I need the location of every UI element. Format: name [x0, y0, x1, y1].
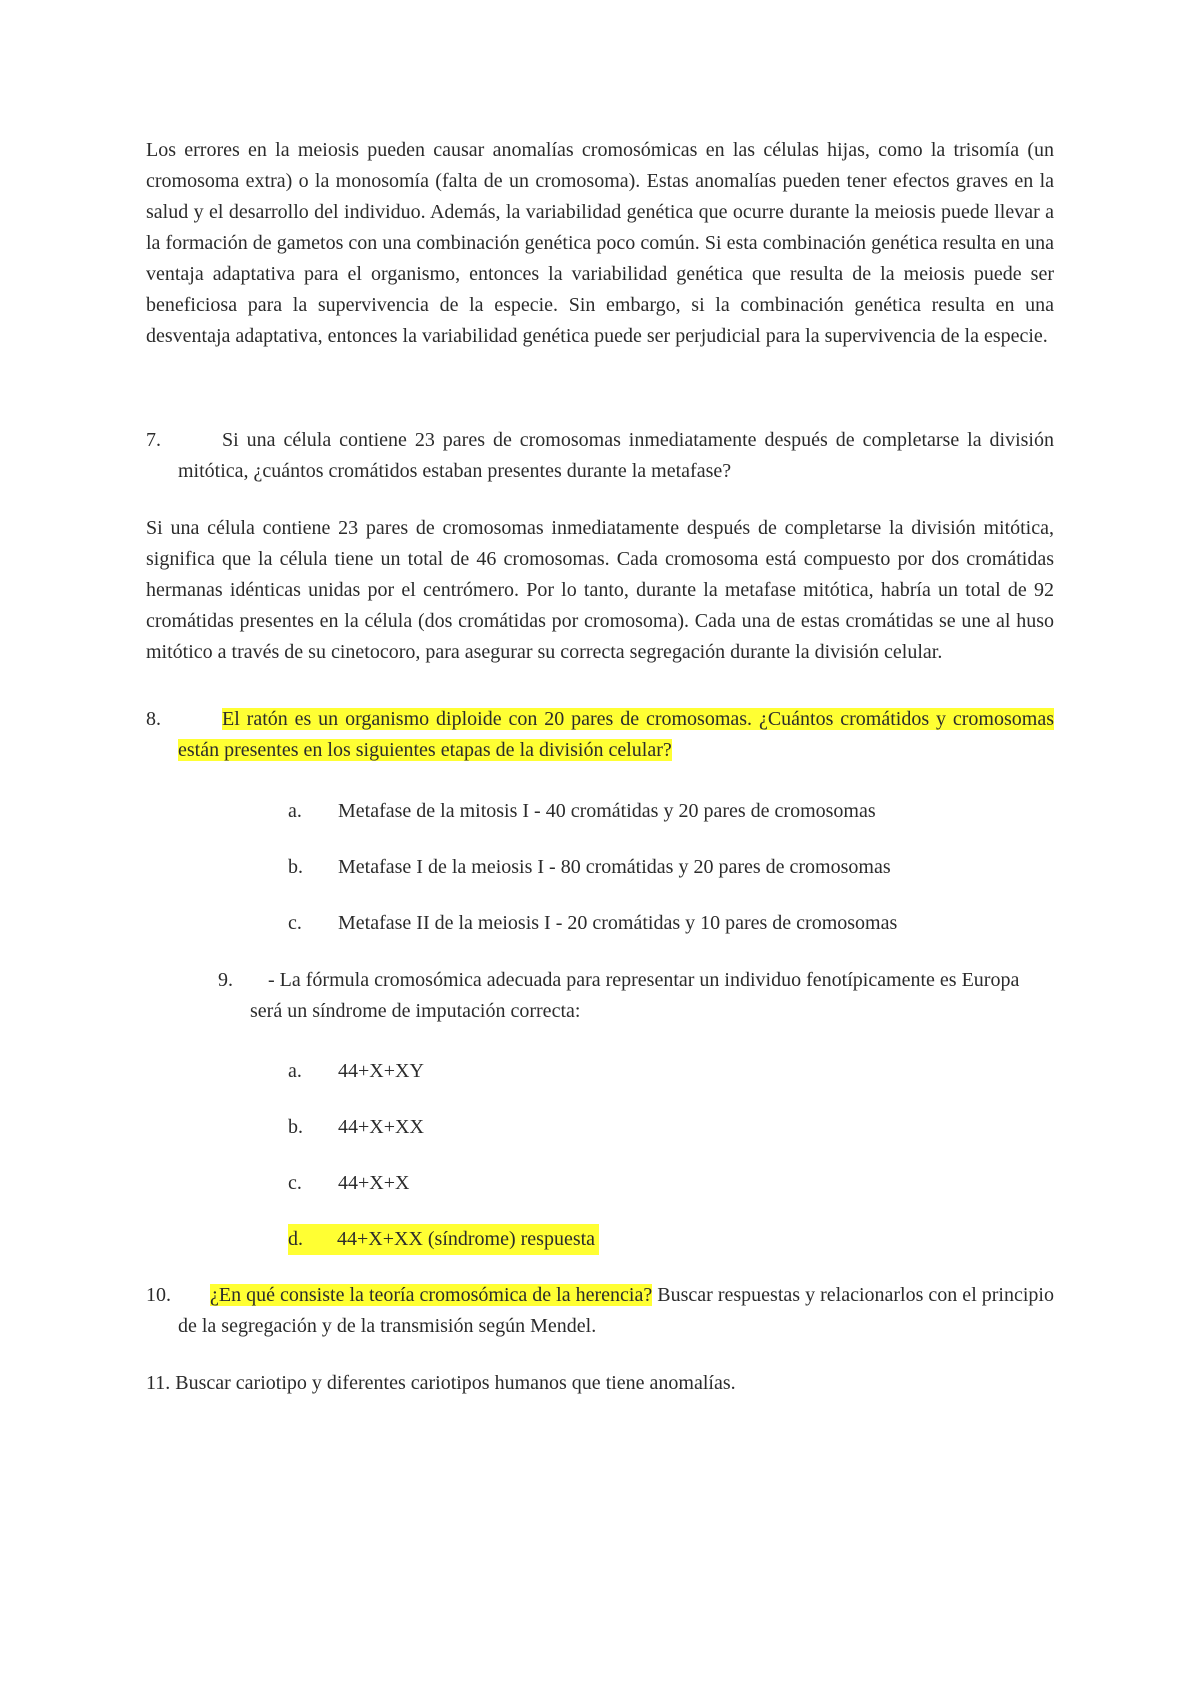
question-text: Si una célula contiene 23 pares de cromosomas inmediatamente después de completarse la división mitótica, ¿cuántos cromátidos estaban presentes durante la metafase? [178, 429, 1054, 482]
question-number: 7. [146, 429, 161, 451]
option-letter: d. [288, 1228, 303, 1250]
option-text: Metafase I de la meiosis I - 80 cromátidas y 20 pares de cromosomas [338, 856, 891, 878]
option-text: 44+X+XX [338, 1116, 424, 1138]
question-text: Buscar respuestas y relacionarlos con el principio de la segregación y de la transmisión según Mendel. [178, 1284, 1054, 1337]
question-10 [146, 1280, 1054, 1342]
question-8 [146, 704, 1054, 766]
option-text: 44+X+XY [338, 1060, 424, 1082]
option-text: 44+X+XX (síndrome) respuesta [337, 1228, 596, 1250]
question-11: 11. Buscar cariotipo y diferentes cariotipos humanos que tiene anomalías. [146, 1372, 736, 1394]
option-letter: b. [288, 856, 303, 878]
paragraph-chromatids-answer: Si una célula contiene 23 pares de cromosomas inmediatamente después de completarse la división mitótica, significa que la célula tiene un total de 46 cromosomas. Cada cromosoma está compuesto por dos cromátidas hermanas idénticas unidas por el centrómero. Por lo tanto, durante la metafase mitótica, habría un total de 92 cromátidas presentes en la célula (dos cromátidas por cromosoma). Cada una de estas cromátidas se une al huso mitótico a través de su cinetocoro, para asegurar su correcta segregación durante la división celular. [146, 517, 1054, 663]
option-letter: a. [288, 1060, 302, 1082]
option-text: Metafase de la mitosis I - 40 cromátidas y 20 pares de cromosomas [338, 800, 876, 822]
question-number: 8. [146, 708, 161, 730]
question-9 [218, 965, 1054, 1027]
option-letter: a. [288, 800, 302, 822]
option-letter: b. [288, 1116, 303, 1138]
question-7 [146, 425, 1054, 487]
highlighted-question-text: ¿En qué consiste la teoría cromosómica de la herencia? [210, 1284, 653, 1306]
option-text: Metafase II de la meiosis I - 20 cromátidas y 10 pares de cromosomas [338, 912, 898, 934]
question-number: 9. [218, 969, 233, 991]
option-letter: c. [288, 912, 302, 934]
highlighted-question-text: El ratón es un organismo diploide con 20 pares de cromosomas. ¿Cuántos cromátidos y cromosomas están presentes en los siguientes etapas de la división celular? [178, 708, 1054, 761]
paragraph-meiosis-errors: Los errores en la meiosis pueden causar anomalías cromosómicas en las células hijas, como la trisomía (un cromosoma extra) o la monosomía (falta de un cromosoma). Estas anomalías pueden tener efectos graves en la salud y el desarrollo del individuo. Además, la variabilidad genética que ocurre durante la meiosis puede llevar a la formación de gametos con una combinación genética poco común. Si esta combinación genética resulta en una ventaja adaptativa para el organismo, entonces la variabilidad genética que resulta de la meiosis puede ser beneficiosa para la supervivencia de la especie. Sin embargo, si la combinación genética resulta en una desventaja adaptativa, entonces la variabilidad genética puede ser perjudicial para la supervivencia de la especie. [146, 139, 1054, 347]
question-number: 10. [146, 1284, 171, 1306]
option-text: 44+X+X [338, 1172, 410, 1194]
option-letter: c. [288, 1172, 302, 1194]
question-text: - La fórmula cromosómica adecuada para representar un individuo fenotípicamente es Europa será un síndrome de imputación correcta: [250, 969, 1020, 1022]
